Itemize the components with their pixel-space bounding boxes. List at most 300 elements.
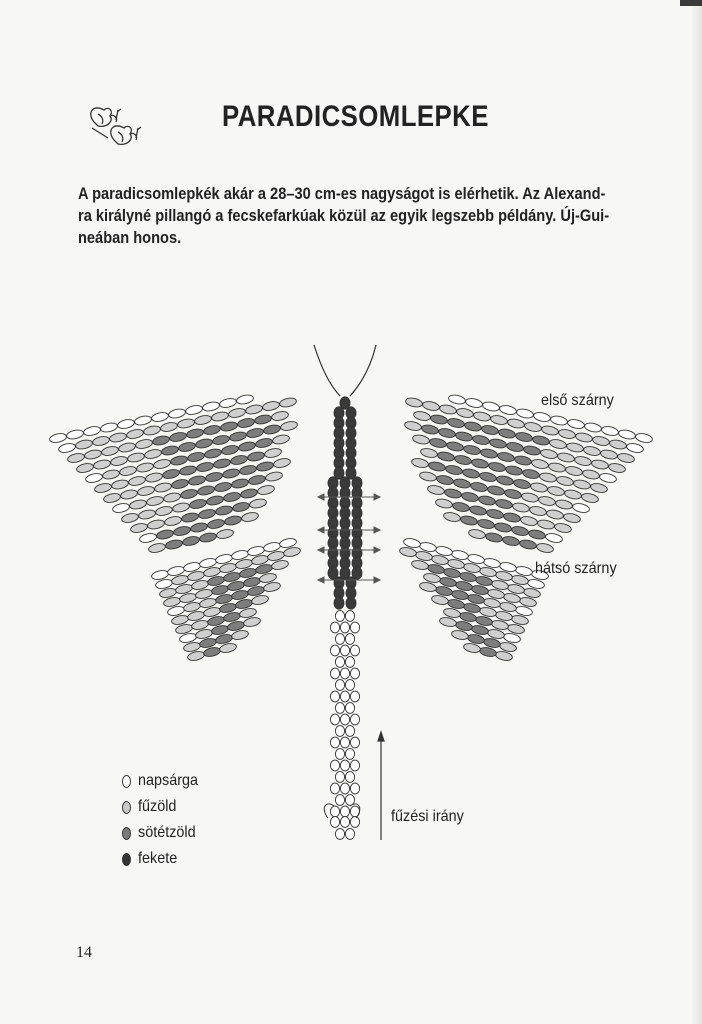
hind-wing-label: hátsó szárny (535, 560, 617, 577)
bead (203, 424, 221, 436)
bead (246, 427, 264, 439)
bead (247, 451, 265, 463)
bead (75, 439, 93, 451)
bead (541, 425, 559, 437)
bead (473, 411, 491, 423)
bead (546, 509, 564, 521)
bead (255, 437, 273, 449)
bead (350, 668, 359, 679)
bead (273, 457, 291, 469)
page-corner-mark (680, 0, 702, 6)
bead (340, 668, 349, 679)
bead (540, 448, 558, 460)
intro-line-3: neában honos. (78, 228, 182, 247)
direction-arrow (378, 732, 384, 840)
bead (547, 485, 565, 497)
bead (573, 479, 591, 491)
bead (463, 444, 481, 456)
bead (254, 414, 272, 426)
bead (575, 432, 593, 444)
bead (479, 471, 497, 483)
bead (550, 415, 568, 427)
bead (340, 760, 349, 771)
bead (601, 425, 619, 437)
bead (195, 438, 213, 450)
bead (443, 511, 461, 523)
bead-icon (122, 801, 131, 814)
bead (110, 455, 128, 467)
bead (249, 498, 267, 510)
bead (453, 478, 471, 490)
bead (592, 435, 610, 447)
bead (455, 431, 473, 443)
bead (521, 492, 539, 504)
bead (516, 408, 534, 420)
bead (536, 542, 554, 554)
bead (346, 597, 356, 609)
bead (340, 806, 349, 817)
bead (257, 484, 275, 496)
bead (155, 505, 173, 517)
antennae (314, 345, 376, 396)
bead (539, 472, 557, 484)
bead (447, 417, 465, 429)
bead (335, 795, 344, 806)
bead (126, 428, 144, 440)
bead (574, 455, 592, 467)
bead (505, 465, 523, 477)
bead (248, 474, 266, 486)
bead (134, 415, 152, 427)
bead (452, 501, 470, 513)
bead (557, 452, 575, 464)
butterfly-icon (80, 98, 160, 168)
bead (345, 726, 354, 737)
bead (334, 597, 344, 609)
bead (462, 468, 480, 480)
bead (420, 447, 438, 459)
legend-item-yellow (122, 768, 205, 794)
bead (220, 421, 238, 433)
bead (507, 418, 525, 430)
bead (565, 465, 583, 477)
bead (130, 522, 148, 534)
bead (590, 482, 608, 494)
bead (178, 441, 196, 453)
bead (465, 397, 483, 409)
bead (472, 434, 490, 446)
bead (482, 401, 500, 413)
bead (405, 397, 423, 409)
bead (345, 680, 354, 691)
bead (537, 519, 555, 531)
bead (461, 491, 479, 503)
bead-icon (122, 827, 131, 840)
bead (514, 455, 532, 467)
bead (330, 737, 339, 748)
bead (163, 492, 181, 504)
bead (237, 417, 255, 429)
legend-label: sötétzöld (138, 824, 196, 841)
bead (172, 502, 190, 514)
bead (502, 535, 520, 547)
bead (180, 488, 198, 500)
bead (216, 528, 234, 540)
bead (345, 611, 354, 622)
bead (76, 462, 94, 474)
bead (330, 622, 339, 633)
legend-item-lightgreen (122, 794, 205, 820)
bead (412, 434, 430, 446)
bead (279, 397, 297, 409)
threading-direction-label: fűzési irány (391, 808, 464, 825)
bead (454, 454, 472, 466)
bead (202, 401, 220, 413)
bead (471, 458, 489, 470)
bead (478, 495, 496, 507)
bead (419, 471, 437, 483)
bead (429, 437, 447, 449)
bead (231, 478, 249, 490)
bead (335, 772, 344, 783)
bead (519, 539, 537, 551)
bead (340, 783, 349, 794)
bead (221, 444, 239, 456)
bead (404, 420, 422, 432)
bead (120, 489, 138, 501)
bead (335, 749, 344, 760)
bead (554, 522, 572, 534)
bead (529, 505, 547, 517)
bead (468, 528, 486, 540)
bead (148, 542, 166, 554)
bead (94, 482, 112, 494)
intro-paragraph (78, 183, 620, 249)
bead (118, 442, 136, 454)
bead (109, 432, 127, 444)
bead (421, 424, 439, 436)
bead (490, 414, 508, 426)
bead (496, 475, 514, 487)
bead (485, 532, 503, 544)
bead (66, 429, 84, 441)
bead (340, 817, 349, 828)
bead (350, 783, 359, 794)
bead (135, 438, 153, 450)
bead (264, 447, 282, 459)
bead (350, 622, 359, 633)
bead (152, 435, 170, 447)
bead (480, 448, 498, 460)
bead (422, 400, 440, 412)
bead (85, 472, 103, 484)
bead (211, 411, 229, 423)
butterfly-bead-diagram (0, 330, 702, 870)
bead (136, 462, 154, 474)
bead (497, 451, 515, 463)
bead (265, 471, 283, 483)
legend-item-darkgreen (122, 820, 205, 846)
bead (437, 451, 455, 463)
bead (256, 461, 274, 473)
bead (549, 438, 567, 450)
bead (232, 501, 250, 513)
bead (430, 414, 448, 426)
bead (138, 509, 156, 521)
bead (147, 519, 165, 531)
bead (340, 645, 349, 656)
bead (330, 760, 339, 771)
bead (345, 829, 354, 840)
bead (101, 445, 119, 457)
bead (444, 488, 462, 500)
bead (207, 518, 225, 530)
bead (228, 407, 246, 419)
bead (582, 469, 600, 481)
bead (528, 529, 546, 541)
bead (204, 448, 222, 460)
bead (566, 442, 584, 454)
bead (584, 422, 602, 434)
bead (340, 622, 349, 633)
bead (330, 817, 339, 828)
bead (538, 495, 556, 507)
bead (330, 806, 339, 817)
bead (224, 515, 242, 527)
legend-label: napsárga (138, 772, 199, 789)
bead (213, 458, 231, 470)
bead (58, 442, 76, 454)
bead (456, 407, 474, 419)
bead (156, 529, 174, 541)
bead (49, 432, 67, 444)
bead (617, 452, 635, 464)
bead (187, 451, 205, 463)
bead (350, 691, 359, 702)
bead (511, 525, 529, 537)
bead (139, 532, 157, 544)
front-wing-label: első szárny (541, 392, 614, 409)
bead (92, 435, 110, 447)
bead (190, 522, 208, 534)
bead (411, 457, 429, 469)
bead (591, 459, 609, 471)
bead (146, 495, 164, 507)
bead (470, 481, 488, 493)
bead (498, 428, 516, 440)
bead (340, 714, 349, 725)
bead (435, 498, 453, 510)
bead (241, 511, 259, 523)
bead (608, 462, 626, 474)
bead (215, 505, 233, 517)
bead (239, 464, 257, 476)
bead (481, 424, 499, 436)
bead (214, 481, 232, 493)
bead (448, 394, 466, 406)
bead (330, 714, 339, 725)
bead (335, 680, 344, 691)
bead (350, 817, 359, 828)
bead (179, 465, 197, 477)
bead (129, 499, 147, 511)
bead (194, 414, 212, 426)
bead (564, 489, 582, 501)
bead (345, 703, 354, 714)
bead (272, 434, 290, 446)
bead (330, 783, 339, 794)
bead (335, 611, 344, 622)
bead (413, 410, 431, 422)
bead (335, 657, 344, 668)
bead (460, 515, 478, 527)
bead (428, 461, 446, 473)
bead (219, 397, 237, 409)
bead (350, 714, 359, 725)
bead-icon (122, 775, 131, 788)
bead (531, 458, 549, 470)
bead (572, 502, 590, 514)
bead (635, 432, 653, 444)
bead (330, 691, 339, 702)
bead (350, 737, 359, 748)
bead (556, 475, 574, 487)
bead (160, 421, 178, 433)
bead (229, 431, 247, 443)
legend-label: fekete (138, 850, 178, 867)
bead (446, 441, 464, 453)
bead (164, 515, 182, 527)
bead (171, 478, 189, 490)
bead (112, 502, 130, 514)
bead (84, 449, 102, 461)
bead (236, 394, 254, 406)
bead (609, 439, 627, 451)
bead (583, 445, 601, 457)
bead (469, 505, 487, 517)
bead (523, 445, 541, 457)
bead (563, 512, 581, 524)
bead (83, 425, 101, 437)
bead (436, 474, 454, 486)
bead (599, 472, 617, 484)
bead (154, 482, 172, 494)
bead (555, 499, 573, 511)
bead (280, 420, 298, 432)
bead (489, 438, 507, 450)
bead (545, 532, 563, 544)
bead (222, 468, 240, 480)
bead (464, 421, 482, 433)
bead (350, 645, 359, 656)
page-title: PARADICSOMLEPKE (222, 100, 489, 133)
bead (567, 418, 585, 430)
bead (618, 429, 636, 441)
bead (103, 492, 121, 504)
bead (477, 518, 495, 530)
bead (263, 424, 281, 436)
bead (67, 452, 85, 464)
bead (581, 492, 599, 504)
color-legend (122, 768, 205, 872)
bead (162, 468, 180, 480)
bead (168, 408, 186, 420)
intro-line-1: A paradicsomlepkék akár a 28–30 cm-es nagyságot is elérhetik. Az Alexand- (78, 184, 606, 203)
bead (145, 472, 163, 484)
bead (198, 508, 216, 520)
bead (626, 442, 644, 454)
bead (185, 404, 203, 416)
bead (504, 488, 522, 500)
bead (427, 484, 445, 496)
body-beads (328, 397, 362, 840)
bead (345, 772, 354, 783)
bead (486, 508, 504, 520)
bead (170, 455, 188, 467)
bead (117, 418, 135, 430)
bead (487, 485, 505, 497)
bead (245, 404, 263, 416)
bead (128, 475, 146, 487)
bead (177, 418, 195, 430)
bead (350, 760, 359, 771)
bead (121, 512, 139, 524)
bead (186, 428, 204, 440)
bead (223, 491, 241, 503)
bead (345, 634, 354, 645)
bead (181, 512, 199, 524)
bead (439, 404, 457, 416)
legend-label: fűzöld (138, 798, 177, 815)
bead (111, 479, 129, 491)
bead (533, 411, 551, 423)
bead-icon (122, 853, 131, 866)
bead (102, 469, 120, 481)
bead (532, 435, 550, 447)
bead (196, 461, 214, 473)
bead (161, 445, 179, 457)
bead (340, 691, 349, 702)
bead (100, 422, 118, 434)
bead (445, 464, 463, 476)
bead (197, 485, 215, 497)
bead (262, 400, 280, 412)
bead (530, 482, 548, 494)
bead (515, 431, 533, 443)
intro-line-2: ra királyné pillangó a fecskefarkúak közül az egyik legszebb példány. Új-Gui- (78, 206, 610, 225)
bead (548, 462, 566, 474)
bead (206, 495, 224, 507)
bead (506, 441, 524, 453)
bead (495, 498, 513, 510)
bead (151, 411, 169, 423)
bead (93, 459, 111, 471)
bead (340, 737, 349, 748)
bead (335, 634, 344, 645)
bead (600, 449, 618, 461)
bead (499, 404, 517, 416)
bead (144, 448, 162, 460)
bead (240, 488, 258, 500)
bead (335, 703, 344, 714)
bead (169, 431, 187, 443)
page-number: 14 (76, 944, 92, 961)
bead (137, 485, 155, 497)
bead (488, 461, 506, 473)
bead (189, 498, 207, 510)
bead (512, 502, 530, 514)
legend-item-black (122, 846, 205, 872)
